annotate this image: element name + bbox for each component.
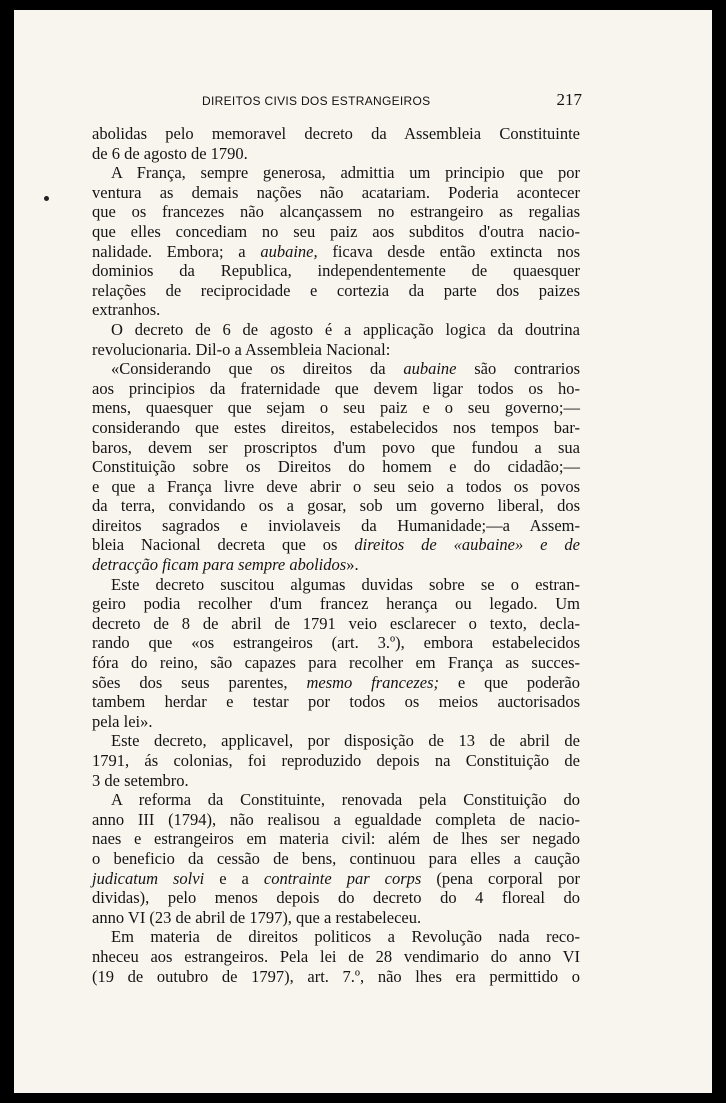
- text-line: [92, 124, 580, 144]
- text-line: [92, 398, 580, 418]
- text-segment: baros, devem ser proscriptos d'um povo que fundou a sua: [92, 437, 580, 457]
- text-line: [92, 438, 580, 458]
- margin-mark: [44, 196, 49, 201]
- text-line: [92, 183, 580, 203]
- text-segment: A França, sempre generosa, admittia um principio que por: [111, 163, 580, 183]
- text-segment: da terra, convidando os a gosar, sob um governo liberal, dos: [92, 496, 580, 516]
- text-segment: decreto de 8 de abril de 1791 veio esclarecer o texto, decla-: [92, 613, 580, 633]
- text-segment: ventura as demais nações não acatariam. Poderia acontecer: [92, 182, 580, 202]
- running-title: DIREITOS CIVIS DOS ESTRANGEIROS: [202, 94, 431, 108]
- text-line: [92, 633, 580, 653]
- italic-text: aubaine: [403, 359, 457, 379]
- text-segment: dominios da Republica, independentemente de quaesquer: [92, 261, 580, 281]
- text-line: [92, 535, 580, 555]
- text-segment: ficava desde então extincta nos: [317, 241, 580, 261]
- text-line: [92, 242, 580, 262]
- page-number: 217: [556, 90, 582, 109]
- text-segment: «Considerando que os direitos da: [111, 359, 404, 379]
- text-line: [92, 673, 580, 693]
- text-line: [92, 222, 580, 242]
- text-line: [92, 790, 580, 810]
- text-segment: revolucionaria. Dil-o a Assembleia Nacional:: [92, 339, 391, 359]
- text-line: [92, 927, 580, 947]
- text-segment: geiro podia recolher d'um francez herança ou legado. Um: [92, 594, 580, 614]
- text-segment: e que a França livre deve abrir o seu seio a todos os povos: [92, 476, 580, 496]
- text-segment: extranhos.: [92, 300, 161, 320]
- text-segment: aos principios da fraternidade que devem ligar todos os ho-: [92, 378, 580, 398]
- italic-text: mesmo francezes;: [306, 672, 439, 692]
- text-segment: (19 de outubro de 1797), art. 7.º, não lhes era permittido o: [92, 966, 580, 986]
- text-line: [92, 457, 580, 477]
- text-line: [92, 281, 580, 301]
- text-segment: A reforma da Constituinte, renovada pela Constituição do: [111, 790, 580, 810]
- text-segment: são contrarios: [456, 359, 580, 379]
- text-segment: de 6 de agosto de 1790.: [92, 143, 248, 163]
- italic-text: direitos de «aubaine» e de: [354, 535, 580, 555]
- text-segment: abolidas pelo memoravel decreto da Assembleia Constituinte: [92, 124, 580, 143]
- text-segment: Este decreto, applicavel, por disposição de 13 de abril de: [111, 731, 580, 751]
- text-segment: que os francezes não alcançassem no estrangeiro as regalias: [92, 202, 580, 222]
- text-segment: direitos sagrados e inviolaveis da Humanidade;—a Assem-: [92, 515, 580, 535]
- text-line: [92, 692, 580, 712]
- text-line: [92, 202, 580, 222]
- text-line: [92, 829, 580, 849]
- text-line: [92, 751, 580, 771]
- text-line: [92, 163, 580, 183]
- body-text: [92, 124, 580, 986]
- text-line: [92, 849, 580, 869]
- text-line: [92, 496, 580, 516]
- book-page: [14, 10, 712, 1093]
- text-segment: 1791, ás colonias, foi reproduzido depois na Constituição de: [92, 751, 580, 770]
- text-line: [92, 653, 580, 673]
- text-line: [92, 359, 580, 379]
- text-line: [92, 261, 580, 281]
- text-segment: dividas), pelo menos depois do decreto do 4 floreal do: [92, 888, 580, 908]
- text-segment: nalidade. Embora; a: [92, 241, 261, 261]
- text-line: [92, 379, 580, 399]
- text-line: [92, 516, 580, 536]
- italic-text: aubaine,: [260, 241, 318, 261]
- text-line: [92, 320, 580, 340]
- text-segment: sões dos seus parentes,: [92, 672, 307, 692]
- text-line: [92, 477, 580, 497]
- text-segment: 3 de setembro.: [92, 770, 189, 790]
- text-line: [92, 418, 580, 438]
- text-line: [92, 869, 580, 889]
- text-segment: O decreto de 6 de agosto é a applicação logica da doutrina: [111, 319, 580, 339]
- text-line: [92, 731, 580, 751]
- text-line: [92, 771, 580, 791]
- text-line: [92, 712, 580, 732]
- text-segment: (pena corporal por: [421, 868, 581, 888]
- text-line: [92, 594, 580, 614]
- italic-text: judicatum solvi: [92, 868, 205, 888]
- text-line: [92, 555, 580, 575]
- text-segment: e a: [204, 868, 264, 888]
- text-segment: Em materia de direitos politicos a Revolução nada reco-: [111, 927, 580, 947]
- text-segment: Este decreto suscitou algumas duvidas sobre se o estran-: [111, 574, 580, 594]
- text-segment: anno III (1794), não realisou a egualdade completa de nacio-: [92, 809, 580, 829]
- italic-text: detracção ficam para sempre abolidos: [92, 555, 347, 575]
- text-line: [92, 340, 580, 360]
- text-segment: ».: [346, 555, 359, 575]
- text-segment: mens, quaesquer que sejam o seu paiz e o seu governo;—: [92, 398, 580, 418]
- text-segment: que elles concediam no seu paiz aos subditos d'outra nacio-: [92, 221, 580, 241]
- italic-text: contrainte par corps: [263, 868, 422, 888]
- text-line: [92, 888, 580, 908]
- text-segment: o beneficio da cessão de bens, continuou para elles a caução: [92, 848, 580, 868]
- text-segment: considerando que estes direitos, estabelecidos nos tempos bar-: [92, 417, 580, 437]
- text-line: [92, 908, 580, 928]
- text-segment: relações de reciprocidade e cortezia da parte dos paizes: [92, 280, 580, 300]
- text-segment: tambem herdar e testar por todos os meios auctorisados: [92, 692, 580, 712]
- text-line: [92, 300, 580, 320]
- text-line: [92, 575, 580, 595]
- text-segment: rando que «os estrangeiros (art. 3.º), embora estabelecidos: [92, 633, 580, 653]
- page-header: [90, 92, 582, 116]
- text-segment: pela lei».: [92, 711, 153, 731]
- text-line: [92, 967, 580, 987]
- text-segment: bleia Nacional decreta que os: [92, 535, 355, 555]
- text-line: [92, 947, 580, 967]
- text-segment: Constituição sobre os Direitos do homem e do cidadão;—: [92, 457, 580, 477]
- text-segment: nheceu aos estrangeiros. Pela lei de 28 vendimario do anno VI: [92, 946, 580, 966]
- text-line: [92, 144, 580, 164]
- text-line: [92, 810, 580, 830]
- text-segment: anno VI (23 de abril de 1797), que a restabeleceu.: [92, 907, 422, 927]
- text-segment: e que poderão: [439, 672, 580, 692]
- text-segment: naes e estrangeiros em materia civil: além de lhes ser negado: [92, 829, 580, 849]
- text-segment: fóra do reino, são capazes para recolher em França as succes-: [92, 653, 580, 673]
- text-line: [92, 614, 580, 634]
